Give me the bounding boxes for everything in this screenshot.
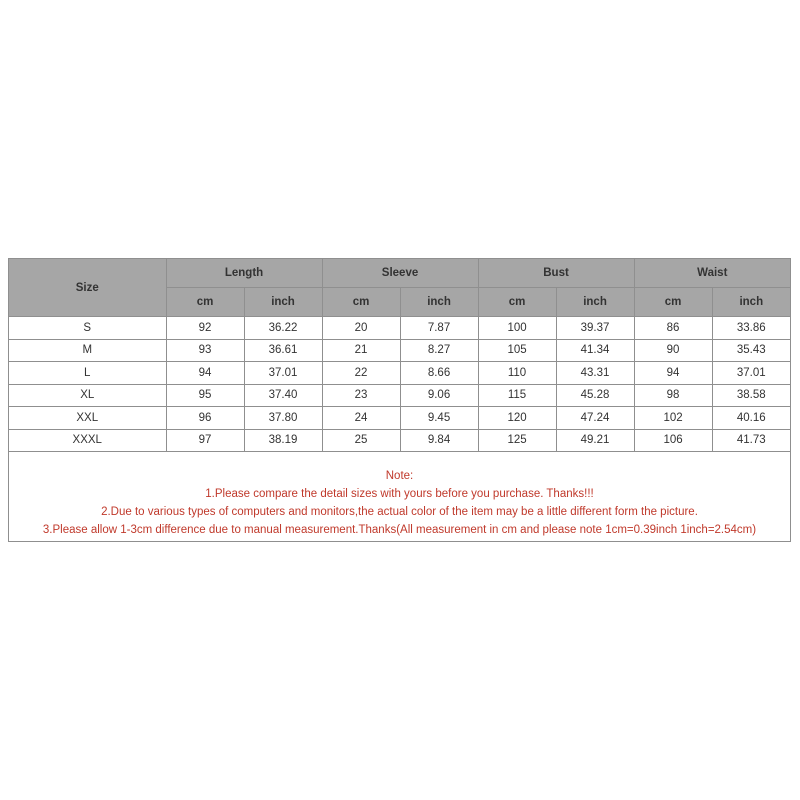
table-cell: 36.61 — [244, 339, 322, 362]
table-row — [9, 407, 790, 430]
table-cell: 37.01 — [244, 362, 322, 385]
table-cell: 105 — [478, 339, 556, 362]
table-cell: 8.27 — [400, 339, 478, 362]
note-line-1: 1.Please compare the detail sizes with yours before you purchase. Thanks!!! — [205, 488, 594, 500]
size-header: Size — [9, 259, 166, 317]
table-cell: 25 — [322, 429, 400, 452]
table-row — [9, 384, 790, 407]
table-cell: 92 — [166, 317, 244, 340]
table-cell: 9.06 — [400, 384, 478, 407]
table-cell: 102 — [634, 407, 712, 430]
table-cell: 100 — [478, 317, 556, 340]
table-cell: 9.84 — [400, 429, 478, 452]
table-cell: 20 — [322, 317, 400, 340]
table-cell: 41.34 — [556, 339, 634, 362]
unit-header: cm — [634, 288, 712, 317]
table-cell: 115 — [478, 384, 556, 407]
note-line-3: 3.Please allow 1-3cm difference due to manual measurement.Thanks(All measurement in cm and please note 1cm=0.39inch 1inch=2.54cm) — [42, 524, 757, 536]
table-cell: 94 — [634, 362, 712, 385]
table-cell: 23 — [322, 384, 400, 407]
unit-header: cm — [166, 288, 244, 317]
group-header-waist: Waist — [634, 259, 790, 288]
table-cell: 98 — [634, 384, 712, 407]
group-header-sleeve: Sleeve — [322, 259, 478, 288]
table-cell: 40.16 — [712, 407, 790, 430]
table-cell: 125 — [478, 429, 556, 452]
table-cell: 38.58 — [712, 384, 790, 407]
unit-header: inch — [556, 288, 634, 317]
size-cell: XL — [9, 384, 166, 407]
table-cell: 95 — [166, 384, 244, 407]
table-cell: 41.73 — [712, 429, 790, 452]
notes-section — [9, 467, 790, 539]
table-cell: 37.80 — [244, 407, 322, 430]
table-row — [9, 429, 790, 452]
table-cell: 35.43 — [712, 339, 790, 362]
size-cell: S — [9, 317, 166, 340]
table-cell: 93 — [166, 339, 244, 362]
table-cell: 9.45 — [400, 407, 478, 430]
table-cell: 97 — [166, 429, 244, 452]
table-cell: 96 — [166, 407, 244, 430]
note-line-2: 2.Due to various types of computers and monitors,the actual color of the item may be a little different form the picture. — [101, 506, 698, 518]
size-chart — [8, 258, 791, 542]
table-cell: 106 — [634, 429, 712, 452]
size-cell: L — [9, 362, 166, 385]
table-cell: 7.87 — [400, 317, 478, 340]
table-cell: 33.86 — [712, 317, 790, 340]
table-cell: 39.37 — [556, 317, 634, 340]
table-cell: 22 — [322, 362, 400, 385]
table-cell: 24 — [322, 407, 400, 430]
table-cell: 120 — [478, 407, 556, 430]
table-cell: 38.19 — [244, 429, 322, 452]
table-cell: 110 — [478, 362, 556, 385]
size-cell: M — [9, 339, 166, 362]
note-title: Note: — [385, 470, 414, 482]
table-cell: 90 — [634, 339, 712, 362]
size-cell: XXL — [9, 407, 166, 430]
table-cell: 49.21 — [556, 429, 634, 452]
unit-header: cm — [322, 288, 400, 317]
unit-header: inch — [712, 288, 790, 317]
table-row — [9, 339, 790, 362]
group-header-length: Length — [166, 259, 322, 288]
size-table — [9, 259, 790, 452]
table-cell: 94 — [166, 362, 244, 385]
unit-header: inch — [244, 288, 322, 317]
unit-header: inch — [400, 288, 478, 317]
group-header-bust: Bust — [478, 259, 634, 288]
table-cell: 86 — [634, 317, 712, 340]
table-cell: 37.40 — [244, 384, 322, 407]
unit-header: cm — [478, 288, 556, 317]
table-row — [9, 317, 790, 340]
table-row — [9, 362, 790, 385]
size-cell: XXXL — [9, 429, 166, 452]
table-cell: 37.01 — [712, 362, 790, 385]
table-cell: 45.28 — [556, 384, 634, 407]
table-cell: 47.24 — [556, 407, 634, 430]
table-cell: 8.66 — [400, 362, 478, 385]
table-cell: 43.31 — [556, 362, 634, 385]
table-cell: 21 — [322, 339, 400, 362]
table-cell: 36.22 — [244, 317, 322, 340]
